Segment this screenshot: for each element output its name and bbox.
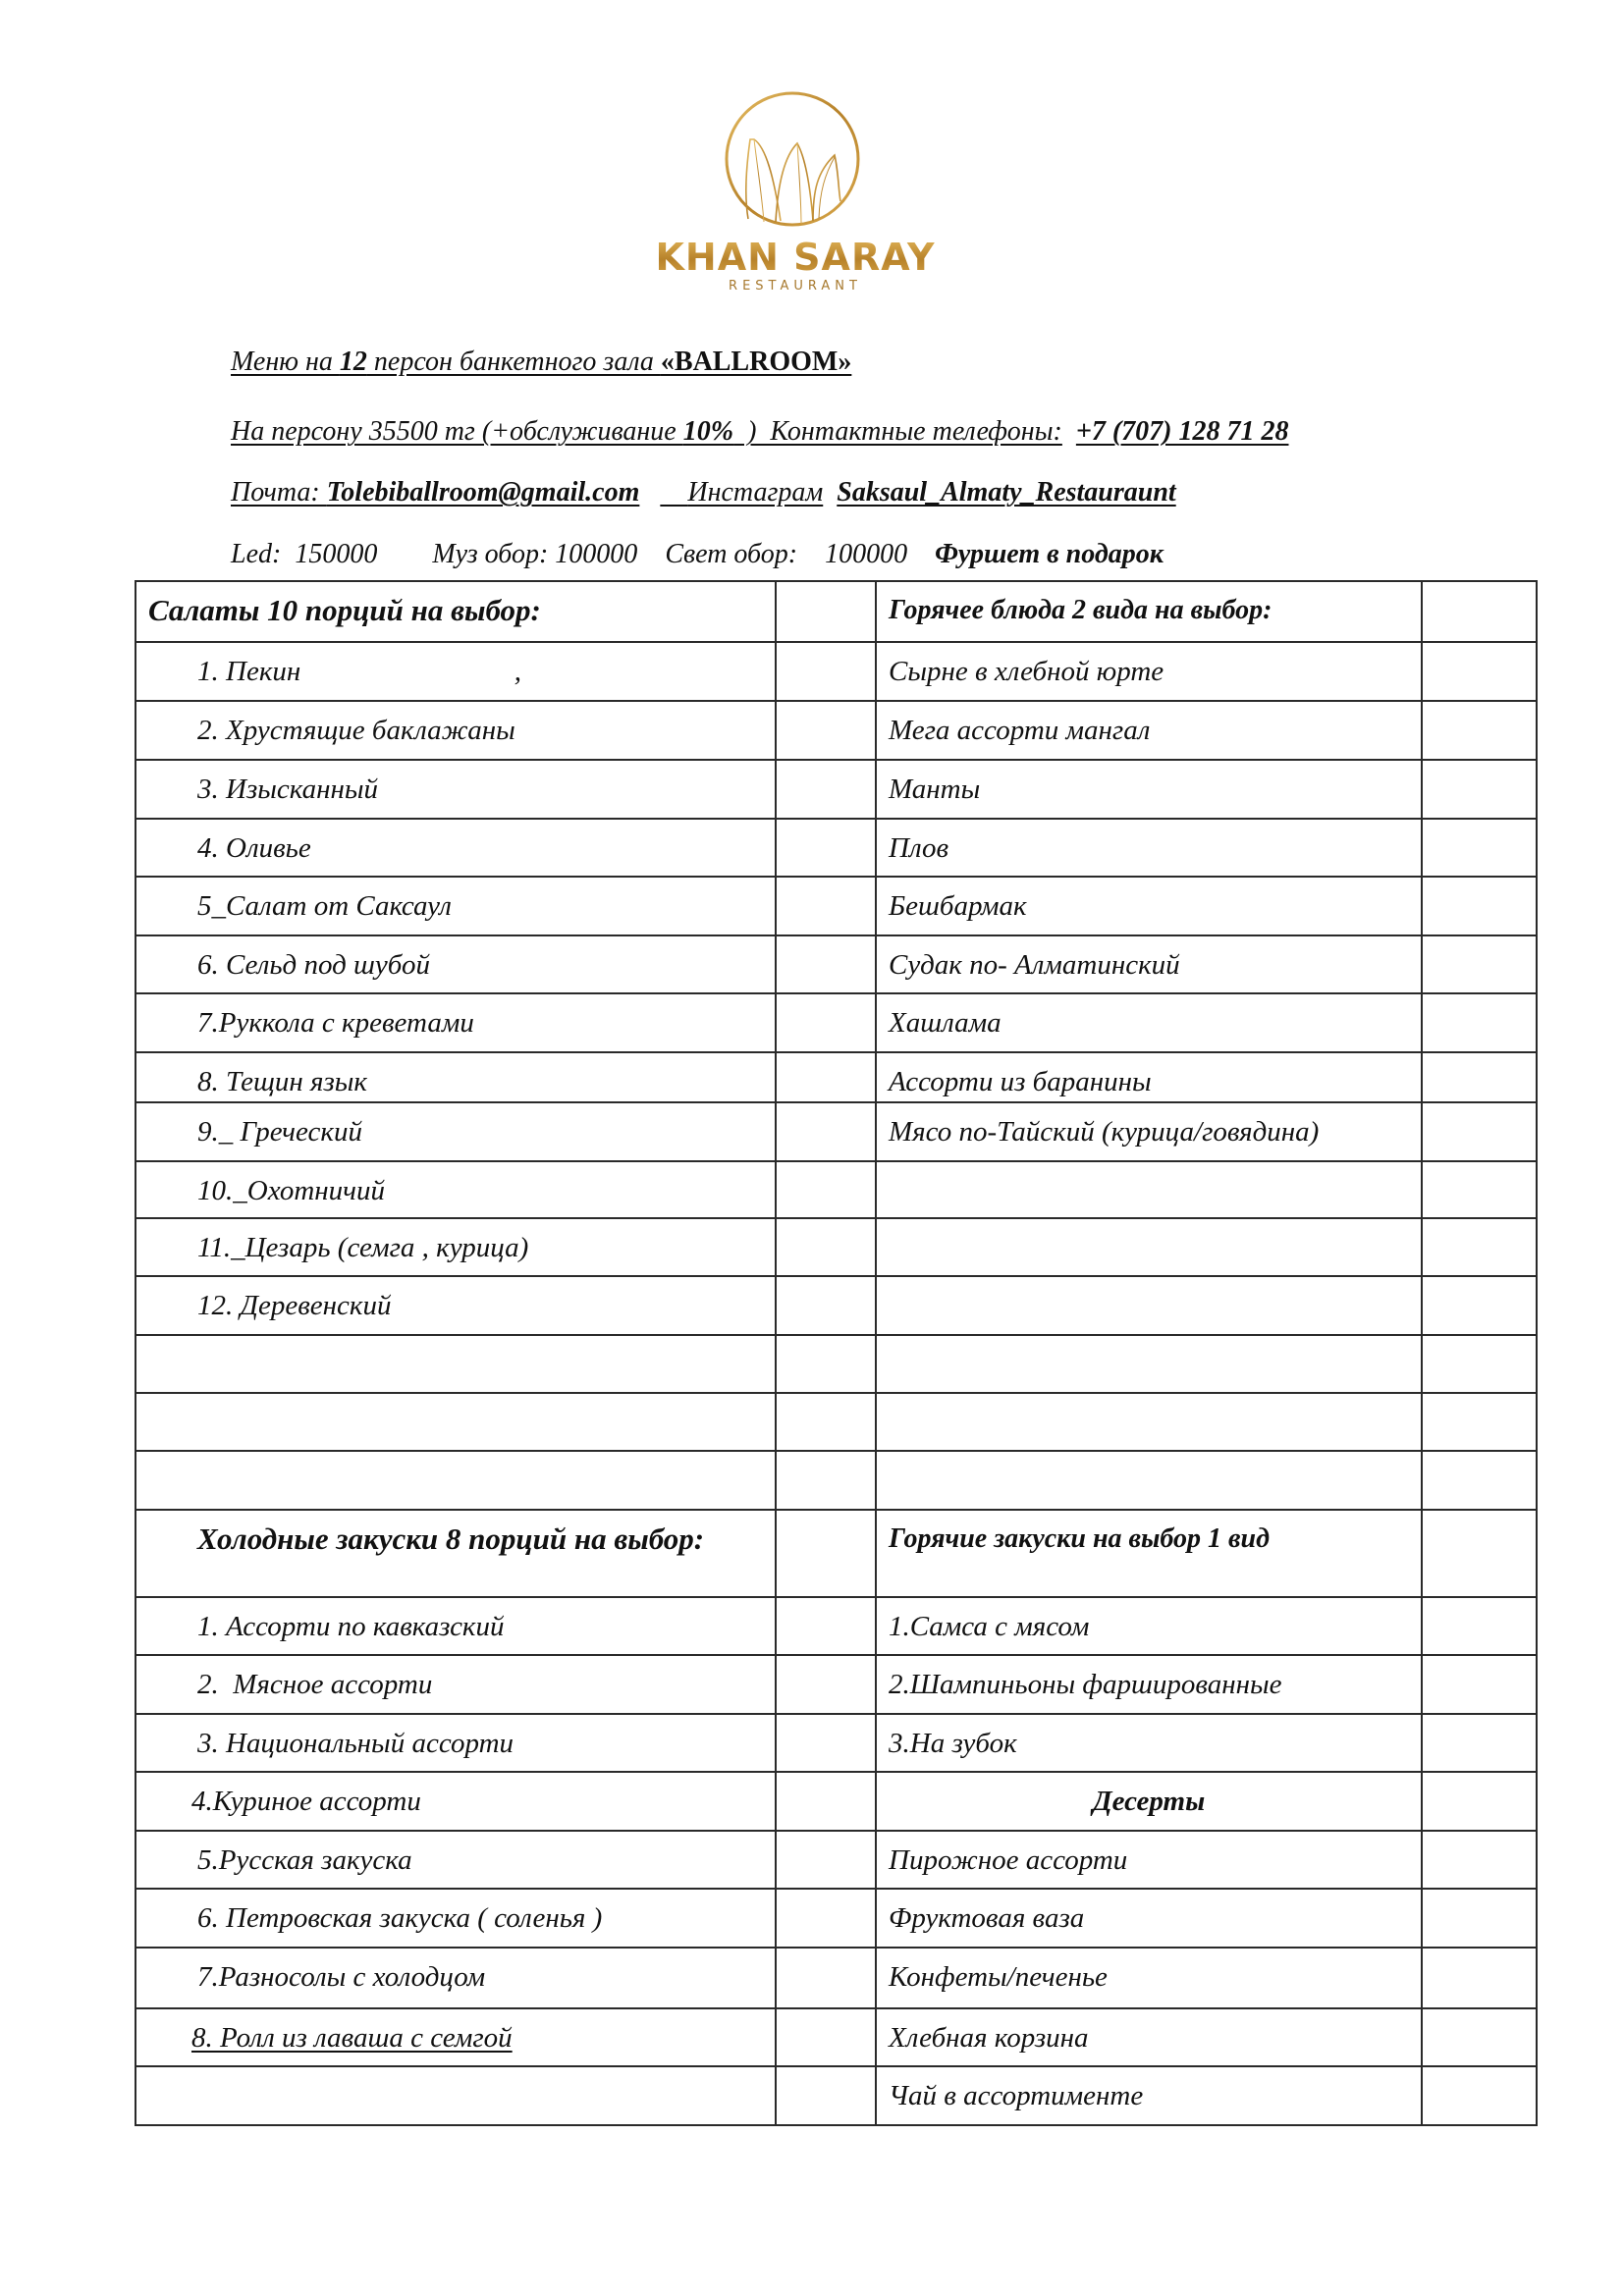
right-dish-item: Ассорти из баранины <box>889 1066 1152 1097</box>
empty-cell <box>1422 642 1537 701</box>
menu-row <box>135 581 1537 642</box>
left-dish-item: 1. Пекин , <box>197 656 522 687</box>
empty-cell <box>1422 1655 1537 1714</box>
empty-cell <box>776 1948 876 2008</box>
right-dish-item: Бешбармак <box>889 890 1027 922</box>
menu-row <box>135 1052 1537 1102</box>
right-dish-item: Мега ассорти мангал <box>889 715 1151 746</box>
left-section-heading: Холодные закуски 8 порций на выбор: <box>197 1522 705 1556</box>
equipment-line <box>231 538 1164 571</box>
right-cell <box>876 1052 1422 1102</box>
empty-cell <box>1422 1393 1537 1451</box>
left-cell <box>135 1451 776 1510</box>
mail-instagram-line <box>231 476 1176 509</box>
menu-row <box>135 1948 1537 2008</box>
empty-cell <box>776 1102 876 1161</box>
left-cell <box>135 1948 776 2008</box>
service-percent: 10% <box>682 416 734 447</box>
left-cell <box>135 2066 776 2125</box>
right-dish-item <box>877 1336 1421 1348</box>
empty-cell <box>1422 2066 1537 2125</box>
menu-title-line <box>231 346 851 379</box>
empty-cell <box>1422 701 1537 760</box>
menu-row <box>135 701 1537 760</box>
empty-cell <box>1422 760 1537 819</box>
left-cell <box>135 1597 776 1655</box>
empty-cell <box>776 993 876 1052</box>
left-dish-item: 12. Деревенский <box>197 1290 392 1321</box>
left-cell <box>135 1889 776 1948</box>
left-dish-item: 5_Салат от Саксаул <box>197 890 452 922</box>
right-dish-item <box>877 1394 1421 1406</box>
left-cell <box>135 819 776 877</box>
right-cell <box>876 1276 1422 1335</box>
left-cell <box>135 2008 776 2066</box>
empty-cell <box>776 819 876 877</box>
persons-count: 12 <box>339 347 367 377</box>
right-section-heading: Горячее блюда 2 вида на выбор: <box>889 595 1272 625</box>
right-cell <box>876 760 1422 819</box>
menu-title-prefix: Меню на <box>231 347 340 377</box>
menu-row <box>135 1831 1537 1889</box>
empty-cell <box>776 2008 876 2066</box>
phone-number[interactable]: +7 (707) 128 71 28 <box>1075 416 1289 447</box>
logo-subtitle: RESTAURANT <box>729 279 862 294</box>
menu-row <box>135 819 1537 877</box>
left-cell <box>135 1510 776 1597</box>
empty-cell <box>1422 1948 1537 2008</box>
right-dish-item <box>877 1277 1421 1289</box>
menu-row <box>135 1451 1537 1510</box>
empty-cell <box>776 1655 876 1714</box>
right-dish-item: Сырне в хлебной юрте <box>889 656 1164 687</box>
right-dish-item: Фруктовая ваза <box>889 1902 1085 1934</box>
empty-cell <box>1422 1218 1537 1276</box>
logo-emblem-icon <box>628 79 962 236</box>
menu-row <box>135 1335 1537 1393</box>
empty-cell <box>1422 1714 1537 1772</box>
right-cell <box>876 1597 1422 1655</box>
menu-row <box>135 2066 1537 2125</box>
right-dish-item: 1.Самса с мясом <box>889 1611 1090 1642</box>
left-cell <box>135 1393 776 1451</box>
empty-cell <box>776 760 876 819</box>
empty-cell <box>1422 2008 1537 2066</box>
left-cell <box>135 581 776 642</box>
menu-row <box>135 1276 1537 1335</box>
menu-row <box>135 642 1537 701</box>
empty-cell <box>776 1772 876 1831</box>
left-dish-item: 8. Ролл из лаваша с семгой <box>136 2009 775 2055</box>
empty-cell <box>1422 1772 1537 1831</box>
empty-cell <box>1422 1597 1537 1655</box>
left-cell <box>135 935 776 993</box>
left-dish-item: 3. Национальный ассорти <box>197 1728 514 1759</box>
left-cell <box>135 1161 776 1218</box>
empty-cell <box>776 1831 876 1889</box>
right-dish-item: Мясо по-Тайский (курица/говядина) <box>889 1116 1320 1148</box>
menu-row <box>135 1218 1537 1276</box>
right-cell <box>876 1889 1422 1948</box>
empty-cell <box>776 2066 876 2125</box>
right-cell <box>876 701 1422 760</box>
left-cell <box>135 1655 776 1714</box>
empty-cell <box>776 581 876 642</box>
right-cell <box>876 2066 1422 2125</box>
empty-cell <box>776 701 876 760</box>
right-cell <box>876 1714 1422 1772</box>
empty-cell <box>776 1276 876 1335</box>
empty-cell <box>776 1714 876 1772</box>
instagram-link[interactable]: Saksaul_Almaty_Restauraunt <box>837 477 1176 507</box>
menu-title-middle: персон банкетного зала <box>366 347 661 377</box>
empty-cell <box>1422 1451 1537 1510</box>
light-equipment-price: Свет обор: 100000 <box>665 539 908 569</box>
left-cell <box>135 1276 776 1335</box>
right-cell <box>876 581 1422 642</box>
right-dish-item: Чай в ассортименте <box>889 2080 1144 2111</box>
right-dish-item: Конфеты/печенье <box>889 1961 1108 1993</box>
empty-cell <box>1422 819 1537 877</box>
empty-cell <box>776 935 876 993</box>
left-cell <box>135 642 776 701</box>
right-cell <box>876 1102 1422 1161</box>
left-cell <box>135 1831 776 1889</box>
buffet-gift: Фуршет в подарок <box>935 539 1164 569</box>
menu-row <box>135 993 1537 1052</box>
right-cell <box>876 1335 1422 1393</box>
right-cell <box>876 1161 1422 1218</box>
right-cell <box>876 2008 1422 2066</box>
menu-row <box>135 1393 1537 1451</box>
left-dish-item <box>136 2067 775 2079</box>
empty-cell <box>1422 877 1537 935</box>
right-section-heading: Горячие закуски на выбор 1 вид <box>889 1523 1271 1554</box>
led-price: Led: 150000 <box>231 539 378 569</box>
right-dish-item <box>877 1452 1421 1464</box>
menu-row <box>135 935 1537 993</box>
left-dish-item: 11._Цезарь (семга , курица) <box>197 1232 529 1263</box>
right-dish-item: Манты <box>889 774 981 805</box>
empty-cell <box>776 1335 876 1393</box>
logo-brand-name: KHAN SARAY <box>628 236 962 279</box>
left-cell <box>135 760 776 819</box>
right-cell <box>876 1655 1422 1714</box>
right-dish-item: 2.Шампиньоны фаршированные <box>889 1669 1282 1700</box>
left-dish-item: 7.Разносолы с холодцом <box>197 1961 486 1993</box>
left-cell <box>135 1052 776 1102</box>
left-section-heading: Салаты 10 порций на выбор: <box>148 593 541 627</box>
menu-row <box>135 1161 1537 1218</box>
left-cell <box>135 701 776 760</box>
empty-cell <box>1422 1102 1537 1161</box>
empty-cell <box>1422 993 1537 1052</box>
empty-cell <box>1422 1052 1537 1102</box>
right-cell <box>876 819 1422 877</box>
price-text: На персону 35500 тг (+обслуживание <box>231 416 683 447</box>
left-dish-item: 2. Хрустящие баклажаны <box>197 715 515 746</box>
empty-cell <box>776 642 876 701</box>
menu-row <box>135 1714 1537 1772</box>
empty-cell <box>776 877 876 935</box>
empty-cell <box>1422 935 1537 993</box>
mail-label: Почта: <box>231 477 327 507</box>
left-dish-item: 2. Мясное ассорти <box>197 1669 433 1700</box>
right-dish-item: Пирожное ассорти <box>889 1844 1128 1876</box>
empty-cell <box>1422 581 1537 642</box>
menu-table <box>135 580 1538 2126</box>
right-dish-item <box>877 1219 1421 1231</box>
menu-row <box>135 1772 1537 1831</box>
left-cell <box>135 877 776 935</box>
right-dish-item: Судак по- Алматинский <box>889 949 1180 981</box>
menu-row <box>135 1510 1537 1597</box>
left-dish-item: 6. Петровская закуска ( соленья ) <box>197 1902 603 1934</box>
menu-row <box>135 1597 1537 1655</box>
left-dish-item <box>136 1394 775 1406</box>
empty-cell <box>776 1218 876 1276</box>
right-cell <box>876 1772 1422 1831</box>
right-cell <box>876 1831 1422 1889</box>
restaurant-logo <box>628 79 962 304</box>
instagram-label: Инстаграм <box>687 477 824 507</box>
desserts-heading: Десерты <box>1092 1786 1206 1817</box>
right-cell <box>876 1451 1422 1510</box>
empty-cell <box>1422 1510 1537 1597</box>
left-cell <box>135 1102 776 1161</box>
left-cell <box>135 1714 776 1772</box>
left-dish-item: 10._Охотничий <box>197 1175 386 1206</box>
left-cell <box>135 1772 776 1831</box>
left-dish-item: 4. Оливье <box>197 832 311 864</box>
left-dish-item <box>136 1336 775 1348</box>
empty-cell <box>776 1393 876 1451</box>
left-dish-item <box>136 1452 775 1464</box>
empty-cell <box>1422 1335 1537 1393</box>
left-dish-item: 5.Русская закуска <box>197 1844 412 1876</box>
empty-cell <box>1422 1831 1537 1889</box>
price-contact-line <box>231 415 1288 449</box>
menu-row <box>135 760 1537 819</box>
menu-row <box>135 2008 1537 2066</box>
left-dish-item: 3. Изысканный <box>197 774 379 805</box>
left-dish-item: 6. Сельд под шубой <box>197 949 430 981</box>
right-cell <box>876 1510 1422 1597</box>
left-dish-item: 8. Тещин язык <box>197 1066 367 1097</box>
empty-cell <box>776 1597 876 1655</box>
email-link[interactable]: Tolebiballroom@gmail.com <box>326 477 640 507</box>
empty-cell <box>776 1889 876 1948</box>
empty-cell <box>776 1451 876 1510</box>
left-cell <box>135 1218 776 1276</box>
right-cell <box>876 993 1422 1052</box>
empty-cell <box>1422 1276 1537 1335</box>
left-cell <box>135 993 776 1052</box>
right-cell <box>876 1218 1422 1276</box>
right-dish-item <box>877 1162 1421 1174</box>
empty-cell <box>776 1510 876 1597</box>
empty-cell <box>1422 1161 1537 1218</box>
contact-label: ) Контактные телефоны: <box>733 416 1062 447</box>
left-dish-item: 1. Ассорти по кавказский <box>197 1611 505 1642</box>
menu-row <box>135 877 1537 935</box>
empty-cell <box>776 1161 876 1218</box>
empty-cell <box>776 1052 876 1102</box>
right-dish-item: Плов <box>889 832 949 864</box>
right-cell <box>876 1948 1422 2008</box>
hall-name: «BALLROOM» <box>660 347 852 377</box>
empty-cell <box>1422 1889 1537 1948</box>
menu-row <box>135 1102 1537 1161</box>
left-dish-item: 4.Куриное ассорти <box>191 1786 421 1817</box>
right-dish-item: 3.На зубок <box>889 1728 1017 1759</box>
right-cell <box>876 1393 1422 1451</box>
music-equipment-price: Муз обор: 100000 <box>432 539 638 569</box>
menu-row <box>135 1889 1537 1948</box>
menu-row <box>135 1655 1537 1714</box>
right-dish-item: Хлебная корзина <box>889 2022 1089 2054</box>
right-cell <box>876 877 1422 935</box>
right-dish-item: Хашлама <box>889 1007 1001 1039</box>
left-dish-item: 9._ Греческий <box>197 1116 362 1148</box>
right-cell <box>876 935 1422 993</box>
left-cell <box>135 1335 776 1393</box>
right-cell <box>876 642 1422 701</box>
left-dish-item: 7.Руккола с креветами <box>197 1007 474 1039</box>
